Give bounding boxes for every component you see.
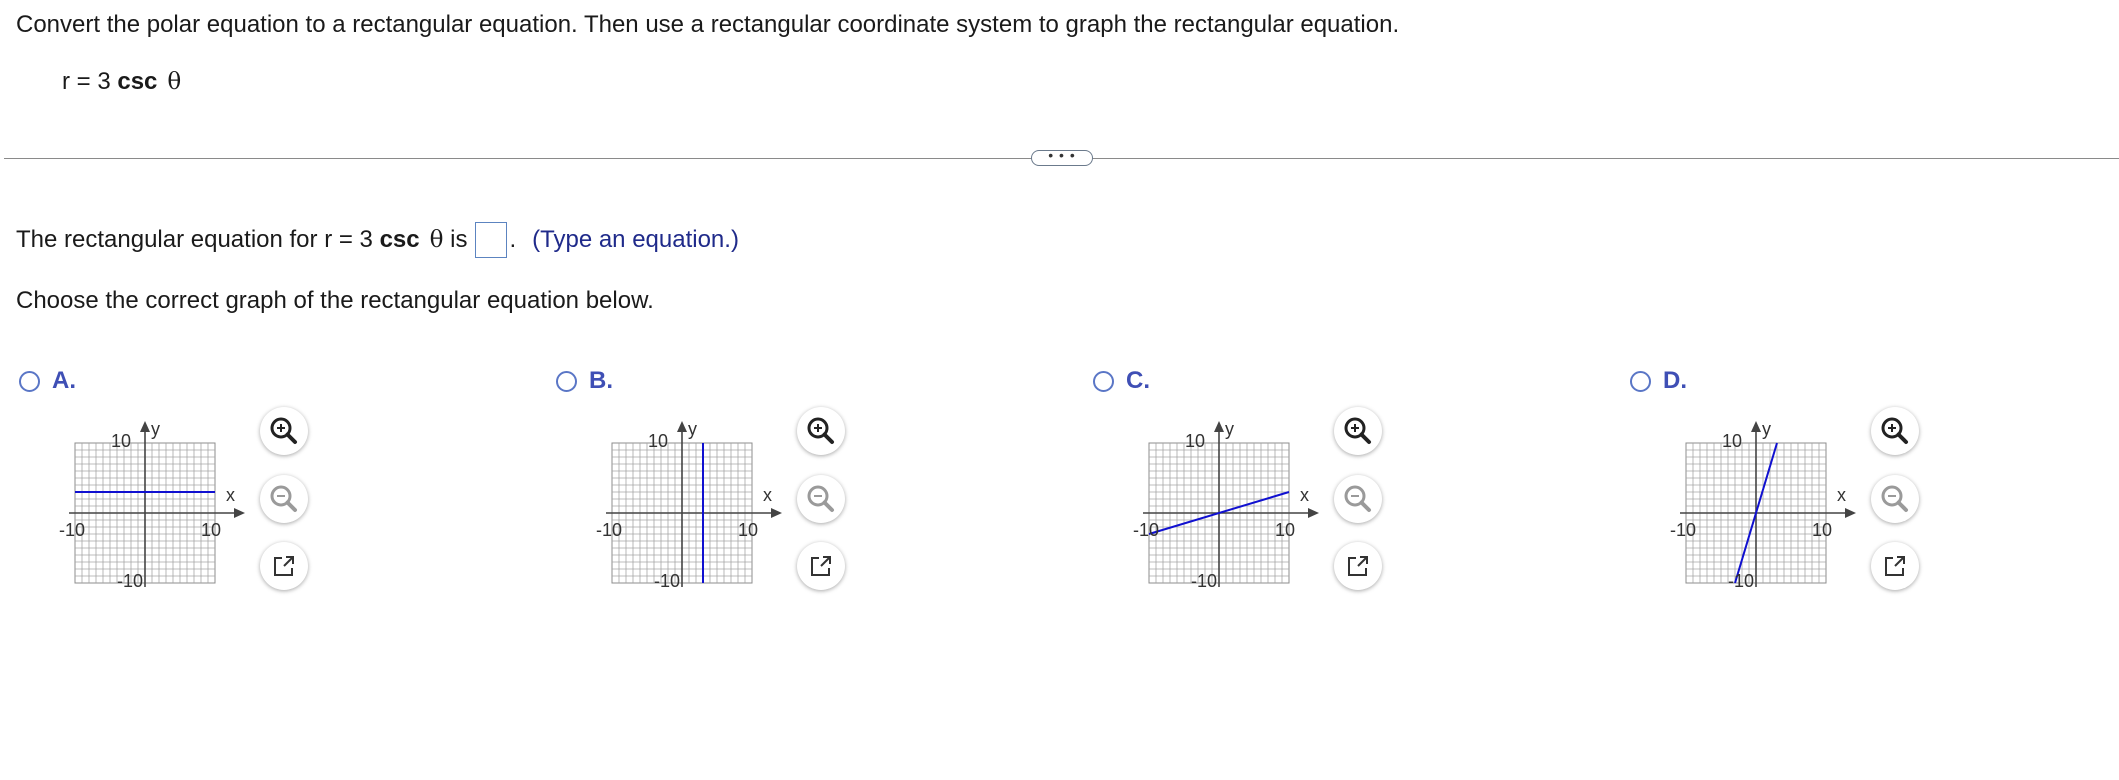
x-tick-min: -10 xyxy=(1133,520,1160,540)
y-axis-label: y xyxy=(1225,419,1234,439)
radio-option-b[interactable] xyxy=(556,371,577,392)
x-axis-label: x xyxy=(1300,485,1309,505)
zoom-in-icon xyxy=(1341,414,1375,448)
popout-icon xyxy=(269,551,299,581)
zoom-out-button[interactable] xyxy=(797,475,845,523)
y-axis-label: y xyxy=(688,419,697,439)
question-line xyxy=(16,222,739,258)
x-axis-label: x xyxy=(1837,485,1846,505)
x-axis-arrow xyxy=(1845,508,1856,518)
y-tick-min: -10 xyxy=(1191,571,1218,591)
y-tick-max: 10 xyxy=(111,431,132,451)
option-d[interactable] xyxy=(1630,367,1687,395)
graph-option-b xyxy=(582,405,772,595)
y-axis-arrow xyxy=(140,421,150,432)
instruction-text: Convert the polar equation to a rectangular equation. Then use a rectangular coordinate system to graph the rectangular equation. xyxy=(16,11,1400,38)
popout-icon xyxy=(1343,551,1373,581)
y-tick-min: -10 xyxy=(117,571,144,591)
zoom-out-icon xyxy=(267,482,301,516)
graph-option-c xyxy=(1119,405,1309,595)
zoom-in-button[interactable] xyxy=(797,407,845,455)
x-tick-max: 10 xyxy=(738,520,759,540)
x-tick-min: -10 xyxy=(1670,520,1697,540)
zoom-out-button[interactable] xyxy=(260,475,308,523)
y-axis-arrow xyxy=(1751,421,1761,432)
equation-lhs: r = 3 xyxy=(62,68,118,95)
y-tick-max: 10 xyxy=(648,431,669,451)
x-axis-arrow xyxy=(1308,508,1319,518)
option-a[interactable] xyxy=(19,367,76,395)
popout-button[interactable] xyxy=(797,542,845,590)
x-axis-label: x xyxy=(763,485,772,505)
y-axis-label: y xyxy=(1762,419,1771,439)
graph-option-a xyxy=(45,405,235,595)
y-axis-arrow xyxy=(677,421,687,432)
zoom-out-icon xyxy=(804,482,838,516)
answer-hint: (Type an equation.) xyxy=(532,226,739,253)
option-b[interactable] xyxy=(556,367,613,395)
zoom-in-icon xyxy=(267,414,301,448)
question-func: csc xyxy=(379,226,420,253)
zoom-out-button[interactable] xyxy=(1871,475,1919,523)
zoom-in-button[interactable] xyxy=(1871,407,1919,455)
zoom-in-button[interactable] xyxy=(260,407,308,455)
popout-icon xyxy=(806,551,836,581)
y-axis-label: y xyxy=(151,419,160,439)
equation-theta: θ xyxy=(167,69,182,95)
zoom-out-icon xyxy=(1878,482,1912,516)
expand-dots-button[interactable]: • • • xyxy=(1031,150,1093,166)
x-tick-min: -10 xyxy=(59,520,86,540)
popout-button[interactable] xyxy=(260,542,308,590)
option-a-letter: A. xyxy=(52,367,76,394)
popout-icon xyxy=(1880,551,1910,581)
option-c[interactable] xyxy=(1093,367,1150,395)
equation-func: csc xyxy=(117,68,158,95)
choose-prompt: Choose the correct graph of the rectangular equation below. xyxy=(16,287,654,314)
x-axis-arrow xyxy=(771,508,782,518)
option-c-letter: C. xyxy=(1126,367,1150,394)
answer-input[interactable] xyxy=(475,222,507,258)
question-theta: θ xyxy=(429,227,444,253)
y-tick-min: -10 xyxy=(654,571,681,591)
question-is: is xyxy=(443,226,468,253)
option-d-letter: D. xyxy=(1663,367,1687,394)
radio-option-d[interactable] xyxy=(1630,371,1651,392)
option-b-letter: B. xyxy=(589,367,613,394)
y-tick-max: 10 xyxy=(1185,431,1206,451)
x-axis-label: x xyxy=(226,485,235,505)
x-tick-max: 10 xyxy=(1275,520,1296,540)
zoom-out-icon xyxy=(1341,482,1375,516)
zoom-in-icon xyxy=(1878,414,1912,448)
popout-button[interactable] xyxy=(1334,542,1382,590)
x-axis-arrow xyxy=(234,508,245,518)
zoom-out-button[interactable] xyxy=(1334,475,1382,523)
radio-option-c[interactable] xyxy=(1093,371,1114,392)
question-prefix: The rectangular equation for r = 3 xyxy=(16,226,380,253)
radio-option-a[interactable] xyxy=(19,371,40,392)
graph-option-d xyxy=(1656,405,1846,595)
zoom-in-icon xyxy=(804,414,838,448)
y-axis-arrow xyxy=(1214,421,1224,432)
zoom-in-button[interactable] xyxy=(1334,407,1382,455)
y-tick-min: -10 xyxy=(1728,571,1755,591)
x-tick-max: 10 xyxy=(1812,520,1833,540)
polar-equation xyxy=(62,68,181,96)
popout-button[interactable] xyxy=(1871,542,1919,590)
x-tick-max: 10 xyxy=(201,520,222,540)
question-period: . xyxy=(509,226,517,253)
x-tick-min: -10 xyxy=(596,520,623,540)
y-tick-max: 10 xyxy=(1722,431,1743,451)
